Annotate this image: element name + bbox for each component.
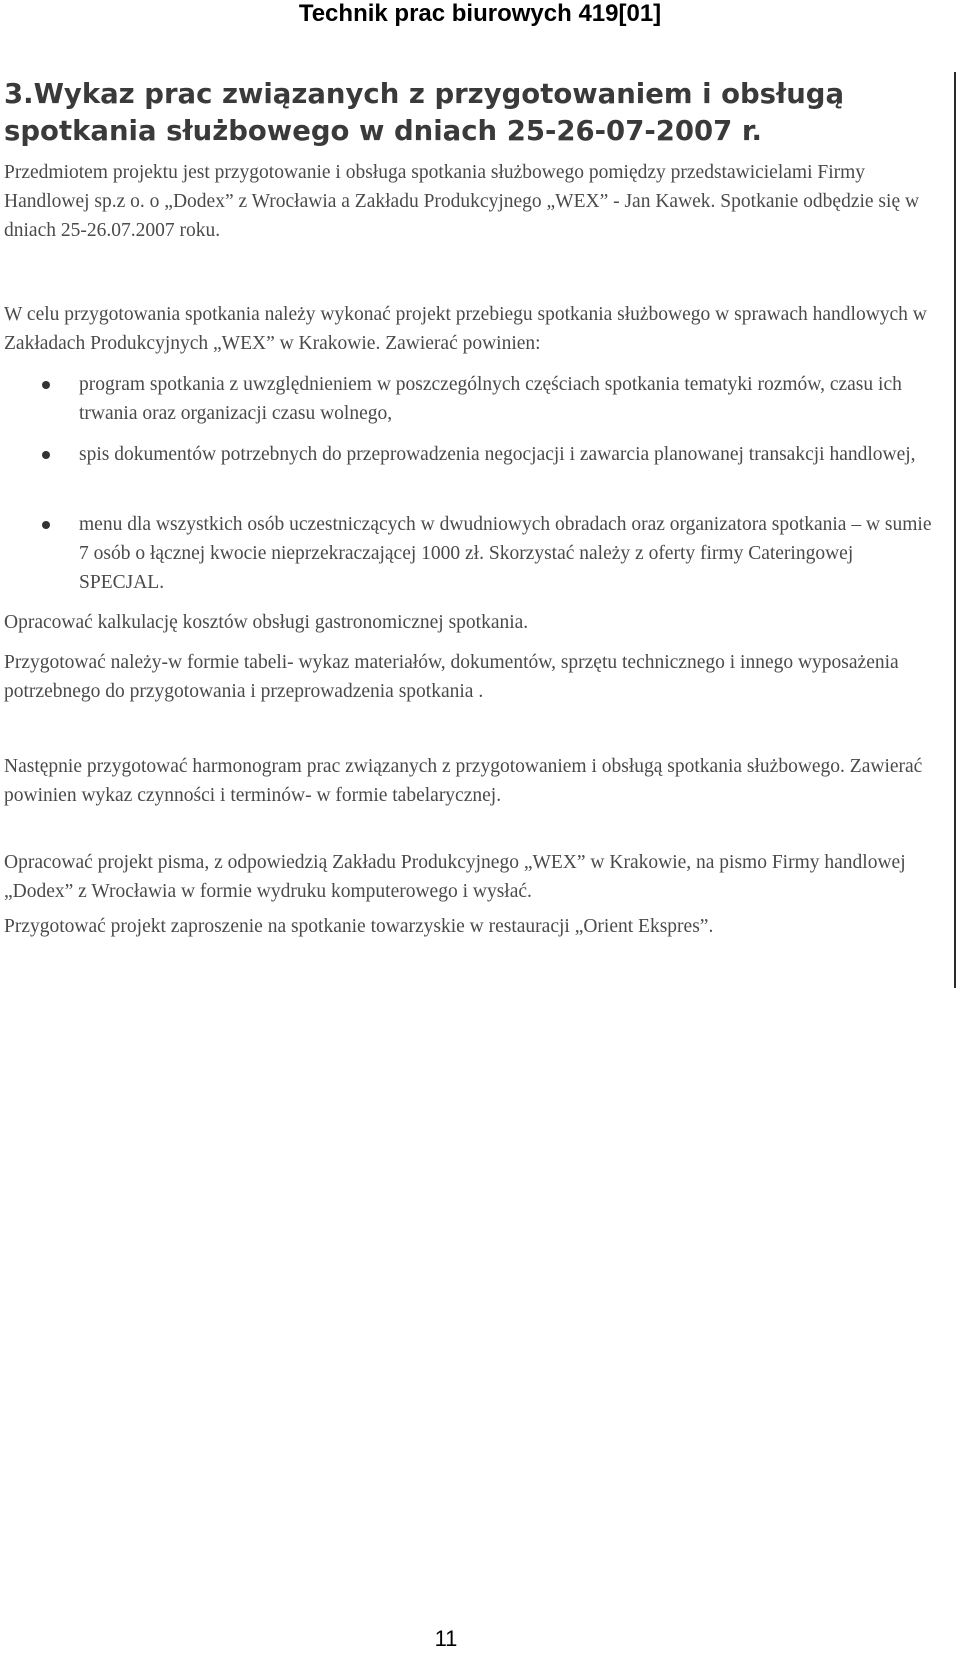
scanned-page [0, 72, 956, 988]
bullet-icon [42, 521, 50, 529]
scan-border-line [954, 72, 956, 988]
running-header: Technik prac biurowych 419[01] [298, 0, 662, 27]
intro-paragraph: Przedmiotem projektu jest przygotowanie i obsługa spotkania służbowego pomiędzy przedstawicielami Firmy Handlowej sp.z o. o „Dodex” z Wrocławia a Zakładu Produkcyjnego „WEX” - Jan Kawek. Spotkanie odbędzie się w dniach 25-26.07.2007 roku. [4, 162, 920, 241]
list-item-text: spis dokumentów potrzebnych do przeprowadzenia negocjacji i zawarcia planowanej transakcji handlowej, [79, 444, 916, 465]
bullet-icon [42, 451, 50, 459]
document-title: 3.Wykaz prac związanych z przygotowaniem i obsługą spotkania służbowego w dniach 25-26-07-2007 r. [4, 78, 845, 147]
list-item-text: program spotkania z uwzględnieniem w poszczególnych częściach spotkania tematyki rozmów, czasu ich trwania oraz organizacji czasu wolnego, [79, 374, 902, 424]
page-number: 11 [434, 1626, 458, 1651]
invitation-paragraph: Przygotować projekt zaproszenie na spotkanie towarzyskie w restauracji „Orient Ekspres”. [4, 916, 714, 937]
calculation-paragraph: Opracować kalkulację kosztów obsługi gastronomicznej spotkania. [4, 612, 529, 633]
purpose-paragraph: W celu przygotowania spotkania należy wykonać projekt przebiegu spotkania służbowego w sprawach handlowych w Zakładach Produkcyjnych „WEX” w Krakowie. Zawierać powinien: [4, 304, 927, 354]
list-item-text: menu dla wszystkich osób uczestniczących w dwudniowych obradach oraz organizatora spotkania – w sumie 7 osób o łącznej kwocie nieprzekraczającej 1000 zł. Skorzystać należy z oferty firmy Cateringowej SPECJAL. [79, 514, 932, 593]
materials-paragraph: Przygotować należy-w formie tabeli- wykaz materiałów, dokumentów, sprzętu technicznego i innego wyposażenia potrzebnego do przygotowania i przeprowadzenia spotkania . [4, 652, 899, 702]
schedule-paragraph: Następnie przygotować harmonogram prac związanych z przygotowaniem i obsługą spotkania służbowego. Zawierać powinien wykaz czynności i terminów- w formie tabelarycznej. [4, 756, 923, 806]
letter-paragraph: Opracować projekt pisma, z odpowiedzią Zakładu Produkcyjnego „WEX” w Krakowie, na pismo Firmy handlowej „Dodex” z Wrocławia w formie wydruku komputerowego i wysłać. [4, 852, 906, 902]
bullet-icon [42, 381, 50, 389]
